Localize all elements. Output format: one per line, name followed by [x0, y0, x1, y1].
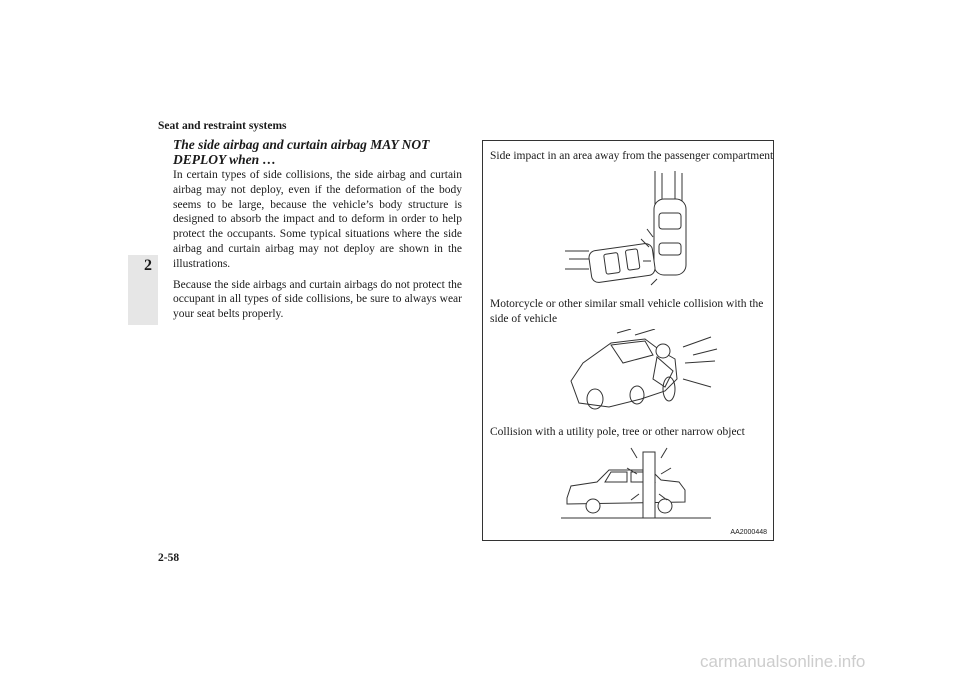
- page-number: 2-58: [158, 552, 180, 564]
- caption-side-impact: Side impact in an area away from the passenger compartment: [490, 150, 774, 162]
- figure-code: AA2000448: [730, 529, 767, 536]
- pole-collision-illustration: [561, 444, 711, 524]
- section-title: The side airbag and curtain airbag MAY NOT DEPLOY when …: [173, 137, 430, 167]
- caption-pole: Collision with a utility pole, tree or other narrow object: [490, 426, 745, 438]
- caption-motorcycle: Motorcycle or other similar small vehicle collision with the side of vehicle: [490, 298, 764, 325]
- section-header: Seat and restraint systems: [158, 120, 287, 132]
- watermark-text: carmanualsonline.info: [700, 652, 866, 671]
- motorcycle-collision-illustration: [565, 329, 725, 419]
- paragraph-2: Because the side airbags and curtain airbags do not protect the occupant in all types of side collisions, be sure to always wear your seat belts properly.: [173, 278, 462, 321]
- main-content: [173, 137, 462, 328]
- illustration-panel: [482, 140, 774, 541]
- side-impact-illustration: [565, 169, 725, 289]
- chapter-number: 2: [144, 257, 152, 274]
- paragraph-1: In certain types of side collisions, the side airbag and curtain airbag may not deploy, even if the deformation of the body seems to be large, because the vehicle’s body structure is designed to absorb the impact and to deform in order to help protect the occupants. Some typical situations where the side airbag and curtain airbag may not deploy are shown in the illustrations.: [173, 169, 462, 270]
- chapter-tab: [128, 255, 158, 325]
